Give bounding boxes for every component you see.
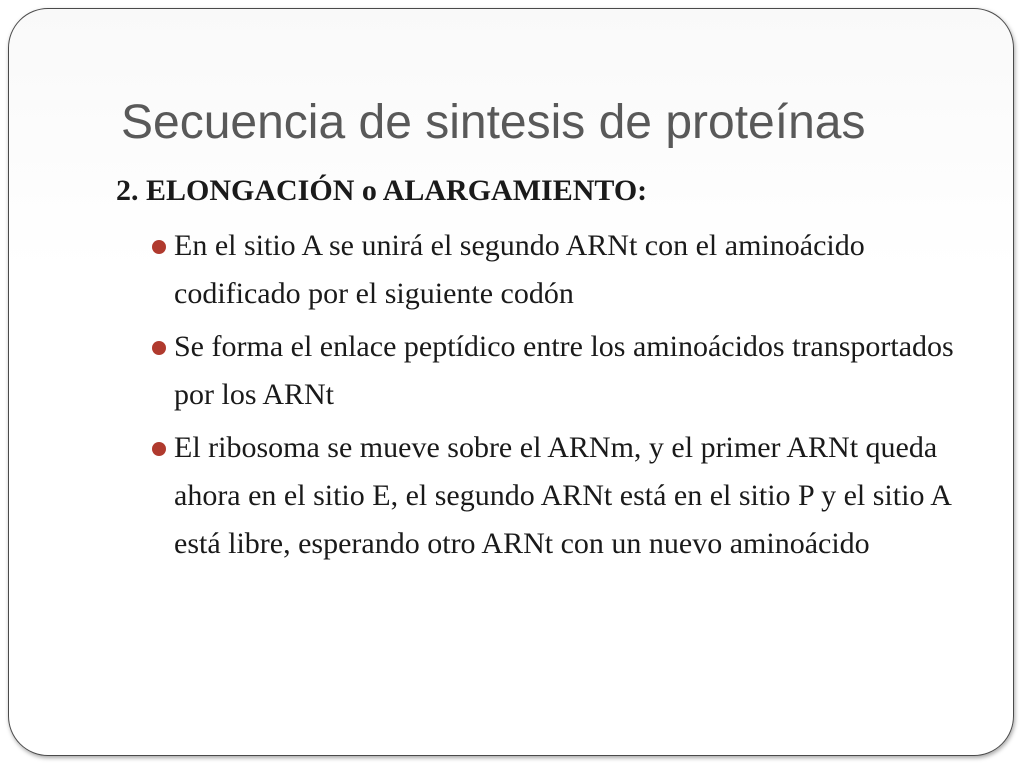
bullet-text: En el sitio A se unirá el segundo ARNt con el aminoácido codificado por el siguiente codón: [174, 229, 865, 310]
bullet-text: Se forma el enlace peptídico entre los aminoácidos transportados por los ARNt: [174, 330, 954, 411]
slide-title: Secuencia de sintesis de proteínas: [121, 96, 866, 149]
section-heading: 2. ELONGACIÓN o ALARGAMIENTO:: [116, 174, 648, 207]
bullet-item: [116, 222, 976, 318]
bullet-text: El ribosoma se mueve sobre el ARNm, y el primer ARNt queda ahora en el sitio E, el segundo ARNt está en el sitio P y el sitio A está libre, esperando otro ARNt con un nuevo aminoácido: [174, 431, 951, 560]
bullet-list: [116, 222, 976, 568]
bullet-item: [116, 424, 976, 568]
slide-content: [116, 168, 976, 573]
bullet-item: [116, 323, 976, 419]
bullet-dot-icon: [152, 341, 166, 355]
bullet-dot-icon: [152, 442, 166, 456]
bullet-dot-icon: [152, 240, 166, 254]
